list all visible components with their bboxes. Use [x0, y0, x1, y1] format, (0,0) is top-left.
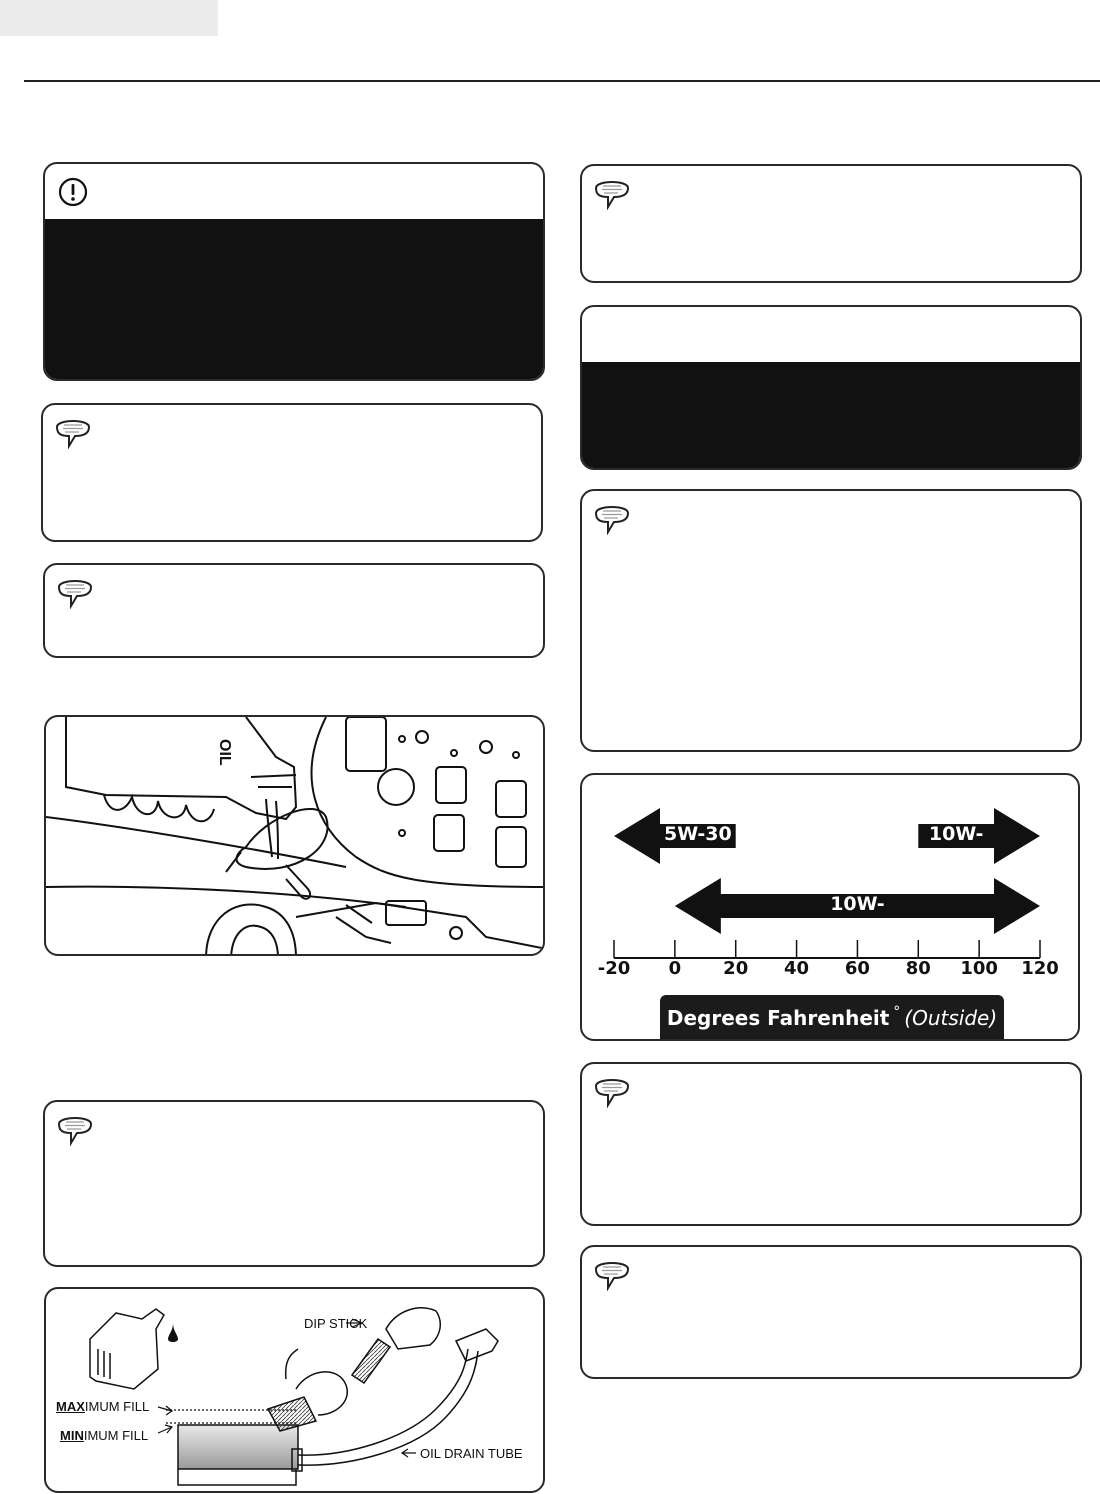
note-bubble-icon [592, 1074, 632, 1108]
note-bubble-icon [53, 415, 93, 449]
note-box-6 [580, 1062, 1082, 1226]
axis-tick-label: 60 [844, 958, 870, 979]
note-bubble-icon [592, 176, 632, 210]
note-box-7 [580, 1245, 1082, 1379]
note-bubble-icon [55, 575, 95, 609]
note-box-3 [43, 1100, 545, 1267]
axis-tick-label: 20 [723, 958, 749, 979]
oil-viscosity-chart [580, 773, 1080, 1041]
axis-tick-label: 80 [905, 958, 931, 979]
oil-bottle-label: OIL [216, 739, 233, 766]
dip-stick-label: DIP STICK [304, 1316, 368, 1331]
axis-tick-label: 120 [1021, 958, 1059, 979]
axis-tick-label: -20 [597, 958, 631, 979]
dipstick-illustration [44, 1287, 545, 1493]
warning-box [43, 162, 545, 381]
header-tab [0, 0, 218, 36]
dipstick-drawing [46, 1289, 545, 1493]
minimum-fill-rest: IMUM FILL [83, 1428, 149, 1443]
note-bubble-icon [592, 501, 632, 535]
minimum-fill-bold: MIN [60, 1428, 84, 1443]
warning-body [45, 219, 543, 379]
note-box-1 [41, 403, 543, 542]
maximum-fill-rest: IMUM FILL [84, 1399, 150, 1414]
unit-main-label: Degrees Fahrenheit [666, 1006, 890, 1030]
viscosity-arrow-label: 10W-40 [928, 823, 984, 867]
note-box-4 [580, 164, 1082, 283]
unit-degree-symbol: ° [893, 1004, 901, 1020]
caution-box [580, 305, 1082, 470]
oil-pouring-illustration [44, 715, 545, 956]
unit-note-label: (Outside) [904, 1006, 998, 1030]
oil-drain-tube-label: OIL DRAIN TUBE [420, 1446, 523, 1461]
note-bubble-icon [592, 1257, 632, 1291]
caution-body [582, 362, 1080, 468]
oil-pouring-drawing [46, 717, 545, 956]
note-box-2 [43, 563, 545, 658]
note-bubble-icon [55, 1112, 95, 1146]
minimum-fill-label [60, 1428, 148, 1443]
maximum-fill-label [56, 1399, 149, 1414]
note-box-5 [580, 489, 1082, 752]
axis-tick-label: 40 [784, 958, 810, 979]
warning-icon [57, 176, 89, 208]
temperature-unit-banner [660, 995, 1004, 1041]
viscosity-arrow-label: 5W-30 [664, 823, 732, 845]
viscosity-arrow-label: 10W-30 [830, 893, 885, 937]
maximum-fill-bold: MAX [56, 1399, 85, 1414]
header-rule [24, 80, 1100, 82]
axis-tick-label: 100 [960, 958, 998, 979]
axis-tick-label: 0 [668, 958, 682, 979]
